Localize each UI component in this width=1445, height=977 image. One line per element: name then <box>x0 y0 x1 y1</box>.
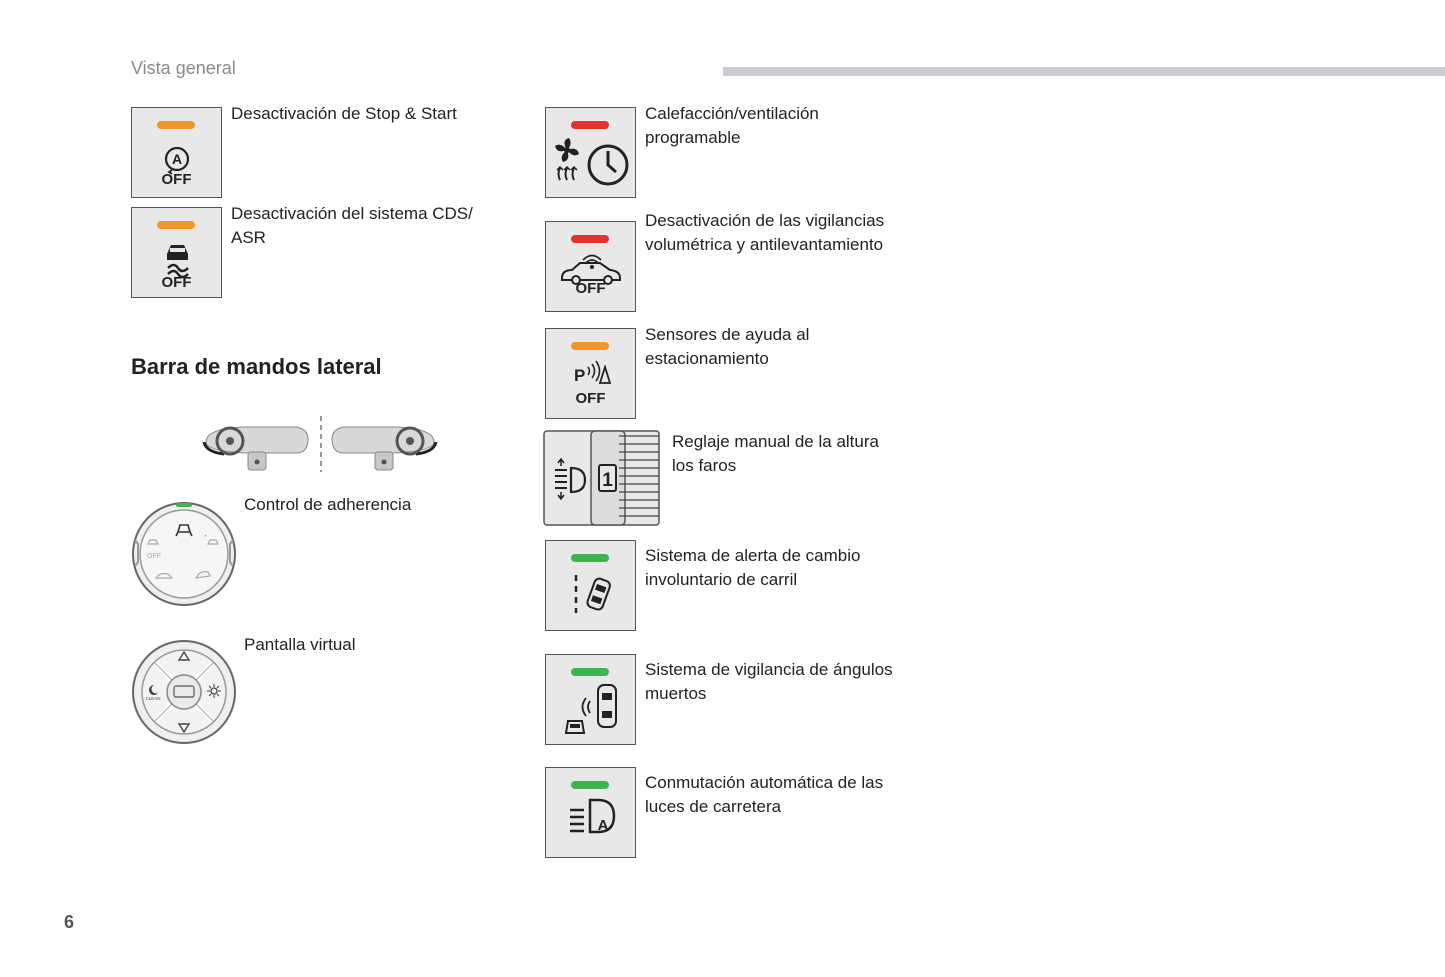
virtual-display-label: Pantalla virtual <box>244 635 356 654</box>
parking-sensors-label: Sensores de ayuda al estacionamiento <box>645 325 810 368</box>
grip-control-label: Control de adherencia <box>244 495 412 514</box>
dial-center-label: CLEAN <box>145 696 161 701</box>
fan-clock-icon <box>546 108 637 199</box>
auto-high-beam-button[interactable] <box>545 767 636 858</box>
lane-departure-button[interactable] <box>545 540 636 631</box>
auto-high-beam-icon <box>546 768 637 859</box>
blind-spot-icon <box>546 655 637 746</box>
headlamp-height-wheel[interactable] <box>543 430 661 527</box>
lane-departure-icon <box>546 541 637 632</box>
svg-text:*: * <box>204 533 208 542</box>
blind-spot-label: Sistema de vigilancia de ángulos muertos <box>645 660 893 703</box>
dial-off-label: OFF <box>147 553 161 560</box>
car-alarm-icon <box>546 222 637 313</box>
svg-text:A: A <box>171 151 183 167</box>
wheel-value: 1 <box>602 470 613 491</box>
section-heading: Barra de mandos lateral <box>131 354 382 379</box>
steering-column-diagram <box>200 412 440 474</box>
off-label: OFF <box>575 390 606 407</box>
blind-spot-button[interactable] <box>545 654 636 745</box>
grip-control-dial[interactable] <box>130 500 238 608</box>
svg-text:A: A <box>597 817 609 834</box>
off-label: OFF <box>161 274 192 291</box>
programmable-heating-button[interactable] <box>545 107 636 198</box>
virtual-display-dial[interactable] <box>130 638 238 746</box>
stop-start-off-button[interactable] <box>131 107 222 198</box>
cds-asr-label: Desactivación del sistema CDS/ ASR <box>231 204 473 247</box>
auto-high-beam-label: Conmutación automática de las luces de carretera <box>645 773 884 816</box>
stop-start-label: Desactivación de Stop & Start <box>231 104 457 123</box>
programmable-heating-label: Calefacción/ventilación programable <box>645 104 819 147</box>
parking-sensors-off-button[interactable] <box>545 328 636 419</box>
header-rule <box>723 67 1445 76</box>
off-label: OFF <box>575 280 606 297</box>
alarm-off-button[interactable] <box>545 221 636 312</box>
cds-asr-off-button[interactable] <box>131 207 222 298</box>
off-label: OFF <box>161 171 192 188</box>
page-number: 6 <box>64 912 75 932</box>
section-title: Vista general <box>131 58 236 78</box>
alarm-off-label: Desactivación de las vigilancias volumétrica y antilevantamiento <box>645 211 885 254</box>
lane-departure-label: Sistema de alerta de cambio involuntario de carril <box>645 546 861 589</box>
svg-text:P: P <box>574 366 586 385</box>
headlamp-height-label: Reglaje manual de la altura los faros <box>672 432 879 475</box>
